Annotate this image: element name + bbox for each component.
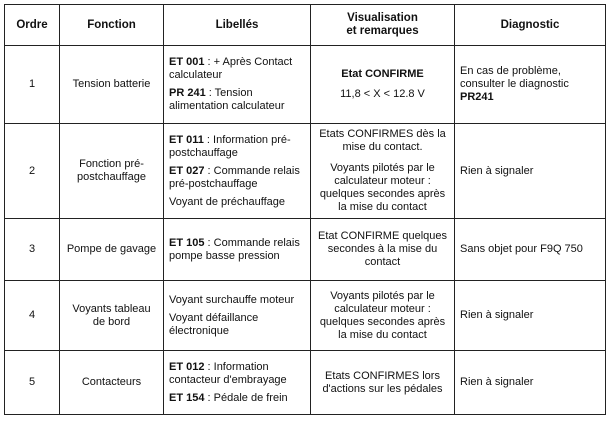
libelle-code: ET 105	[169, 236, 205, 249]
libelle-item	[169, 361, 305, 387]
header-diagnostic: Diagnostic	[455, 5, 606, 46]
cell-diagnostic: Rien à signaler	[455, 351, 606, 415]
libelle-code: ET 001	[169, 56, 205, 68]
cell-fonction: Voyants tableau de bord	[60, 281, 164, 351]
header-ordre: Ordre	[5, 5, 60, 46]
cell-diagnostic: Sans objet pour F9Q 750	[455, 219, 606, 281]
libelle-text: : + Après Contact calculateur	[169, 56, 293, 81]
cell-libelles	[164, 46, 311, 124]
cell-fonction: Fonction pré-postchauffage	[60, 124, 164, 219]
libelle-code: ET 154	[169, 391, 205, 404]
header-row	[5, 5, 606, 46]
header-visualisation-line1: Visualisation	[347, 12, 418, 24]
libelle-code: ET 027	[169, 164, 205, 177]
cell-fonction: Tension batterie	[60, 46, 164, 124]
libelle-item	[169, 312, 305, 338]
libelle-item	[169, 392, 305, 405]
libelle-text: : Commande relais pré-postchauffage	[169, 164, 300, 190]
cell-libelles	[164, 219, 311, 281]
libelle-item	[169, 87, 305, 113]
cell-fonction: Pompe de gavage	[60, 219, 164, 281]
vis-text: Voyants pilotés par le calculateur moteur : quelques secondes après la mise du contact	[319, 162, 446, 213]
table-row	[5, 281, 606, 351]
libelle-item	[169, 294, 305, 307]
libelle-text: : Commande relais pompe basse pression	[169, 236, 300, 262]
libelle-code: PR 241	[169, 87, 206, 99]
vis-text: 11,8 < X < 12.8 V	[340, 88, 425, 100]
cell-libelles	[164, 351, 311, 415]
cell-visualisation	[311, 46, 455, 124]
cell-libelles	[164, 124, 311, 219]
header-fonction: Fonction	[60, 5, 164, 46]
cell-ordre: 3	[5, 219, 60, 281]
libelle-code: ET 012	[169, 360, 205, 373]
cell-diagnostic	[455, 46, 606, 124]
libelle-item	[169, 134, 305, 160]
header-libelles: Libellés	[164, 5, 311, 46]
cell-visualisation: Etats CONFIRMES lors d'actions sur les pédales	[311, 351, 455, 415]
header-visualisation	[311, 5, 455, 46]
libelle-text: Voyant défaillance électronique	[169, 311, 259, 337]
libelle-text: Voyant de préchauffage	[169, 195, 286, 208]
table-row	[5, 124, 606, 219]
cell-visualisation: Etat CONFIRME quelques secondes à la mise du contact	[311, 219, 455, 281]
libelle-item	[169, 237, 305, 263]
cell-visualisation	[311, 124, 455, 219]
libelle-text: Voyant surchauffe moteur	[169, 293, 295, 306]
diag-code: PR241	[460, 91, 494, 103]
vis-text: Etats CONFIRMES dès la mise du contact.	[319, 128, 446, 153]
header-visualisation-line2: et remarques	[346, 25, 419, 37]
cell-ordre: 1	[5, 46, 60, 124]
cell-ordre: 2	[5, 124, 60, 219]
libelle-item	[169, 196, 305, 209]
diagnostic-table	[4, 4, 606, 415]
libelle-code: ET 011	[169, 133, 204, 146]
table-row	[5, 219, 606, 281]
libelle-text: : Information contacteur d'embrayage	[169, 360, 287, 386]
cell-ordre: 5	[5, 351, 60, 415]
libelle-text: : Information pré-postchauffage	[169, 133, 291, 159]
cell-fonction: Contacteurs	[60, 351, 164, 415]
cell-diagnostic: Rien à signaler	[455, 124, 606, 219]
table-row	[5, 351, 606, 415]
table-row	[5, 46, 606, 124]
diag-text: En cas de problème, consulter le diagnostic	[460, 65, 569, 90]
libelle-text: : Tension alimentation calculateur	[169, 87, 285, 112]
cell-ordre: 4	[5, 281, 60, 351]
libelle-item	[169, 56, 305, 82]
cell-diagnostic: Rien à signaler	[455, 281, 606, 351]
cell-libelles	[164, 281, 311, 351]
libelle-text: : Pédale de frein	[204, 391, 288, 404]
cell-visualisation: Voyants pilotés par le calculateur moteur : quelques secondes après la mise du contact	[311, 281, 455, 351]
vis-title: Etat CONFIRME	[341, 68, 424, 80]
libelle-item	[169, 165, 305, 191]
